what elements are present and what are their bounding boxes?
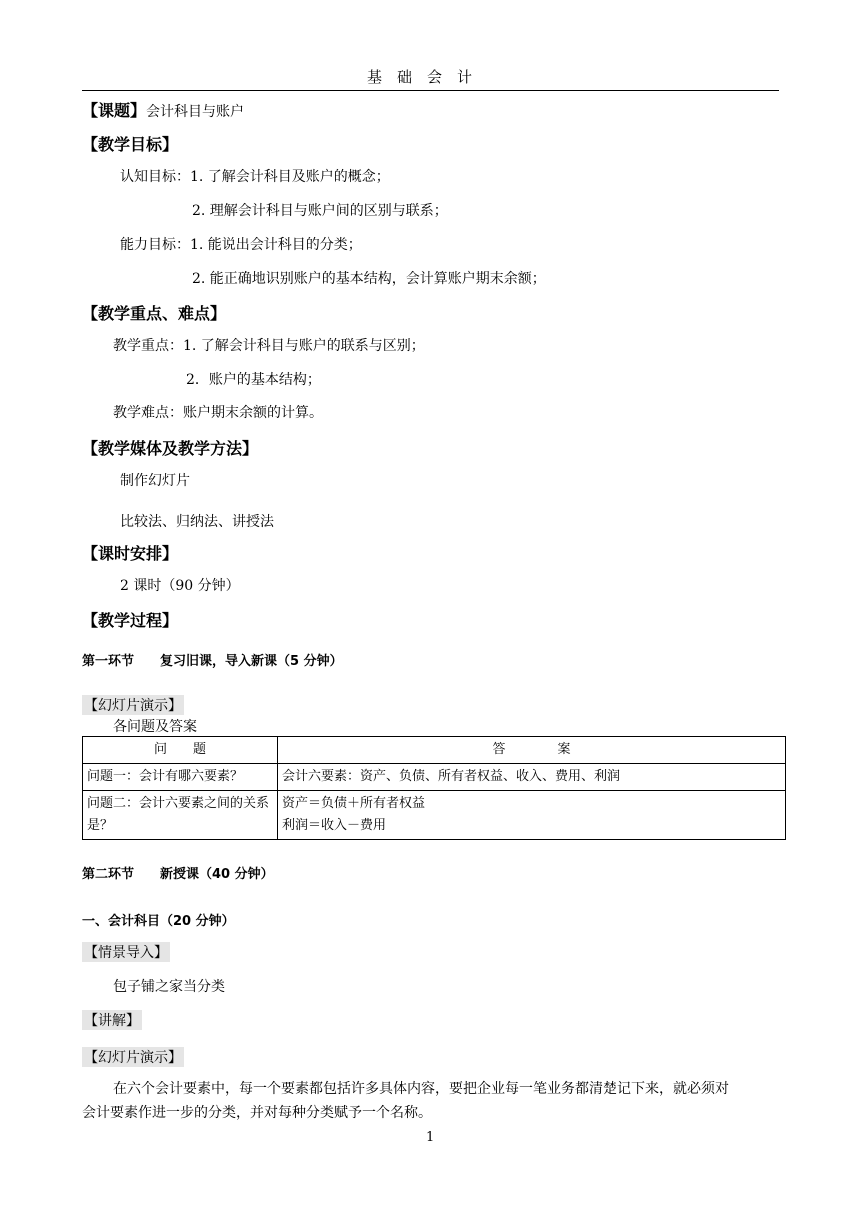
difficulty-line: 教学难点：账户期末余额的计算。 [113,405,323,421]
ability-label: 能力目标： [120,237,190,253]
cognitive-line-1 [120,166,390,186]
topic-label: 【课题】 [82,101,147,120]
cognitive-item-2: 2. 理解会计科目与账户间的区别与联系； [192,203,448,219]
column-header-question: 问 题 [83,737,278,764]
section-2-title: 第二环节 新授课（40 分钟） [82,867,274,882]
section-1-title: 第一环节 复习旧课，导入新课（5 分钟） [82,654,343,669]
answer-line: 资产＝负债＋所有者权益 [282,796,426,811]
subsection-1-title: 一、会计科目（20 分钟） [82,914,235,929]
objectives-heading: 【教学目标】 [82,135,179,154]
table-row [83,764,786,791]
process-heading: 【教学过程】 [82,611,179,630]
topic-line [82,98,244,121]
qa-table [82,736,786,840]
cognitive-item-1: 1. 了解会计科目及账户的概念； [190,169,390,185]
question-cell: 问题一：会计有哪六要素？ [83,764,278,791]
focus-item-1: 1. 了解会计科目与账户的联系与区别； [183,338,425,354]
page-header-title: 基 础 会 计 [367,68,473,86]
header-divider [82,90,779,91]
answer-line: 会计六要素：资产、负债、所有者权益、收入、费用、利润 [282,769,621,784]
table-header-row [83,737,786,764]
schedule-text: 2 课时（90 分钟） [120,578,240,594]
column-header-answer: 答 案 [278,737,786,764]
focus-label: 教学重点： [113,338,183,354]
question-cell: 问题二：会计六要素之间的关系是？ [83,791,278,840]
paragraph-line-2: 会计要素作进一步的分类，并对每种分类赋予一个名称。 [82,1105,432,1121]
page-number: 1 [426,1130,435,1145]
ability-line-1 [120,234,362,254]
explain-tag: 【讲解】 [82,1010,142,1030]
media-line-1: 制作幻灯片 [120,473,190,489]
topic-text: 会计科目与账户 [146,104,245,120]
keypoints-heading: 【教学重点、难点】 [82,304,227,323]
scene-tag: 【情景导入】 [82,942,170,962]
schedule-heading: 【课时安排】 [82,544,179,563]
media-line-2: 比较法、归纳法、讲授法 [120,514,274,530]
cognitive-label: 认知目标： [120,169,190,185]
ability-item-2: 2. 能正确地识别账户的基本结构，会计算账户期末余额； [192,271,546,287]
scene-text: 包子铺之家当分类 [113,979,225,995]
slide-tag-2: 【幻灯片演示】 [82,1047,184,1067]
focus-item-2: 2．账户的基本结构； [186,372,321,388]
qa-caption: 各问题及答案 [113,719,197,735]
ability-item-1: 1. 能说出会计科目的分类； [190,237,362,253]
media-heading: 【教学媒体及教学方法】 [82,439,259,458]
answer-cell [278,764,786,791]
slide-tag-1: 【幻灯片演示】 [82,695,184,715]
focus-line-1 [113,335,425,355]
table-row [83,791,786,840]
answer-line: 利润＝收入－费用 [282,818,387,833]
answer-cell [278,791,786,840]
paragraph-line-1: 在六个会计要素中，每一个要素都包括许多具体内容，要把企业每一笔业务都清楚记下来，就必须对 [113,1081,729,1097]
